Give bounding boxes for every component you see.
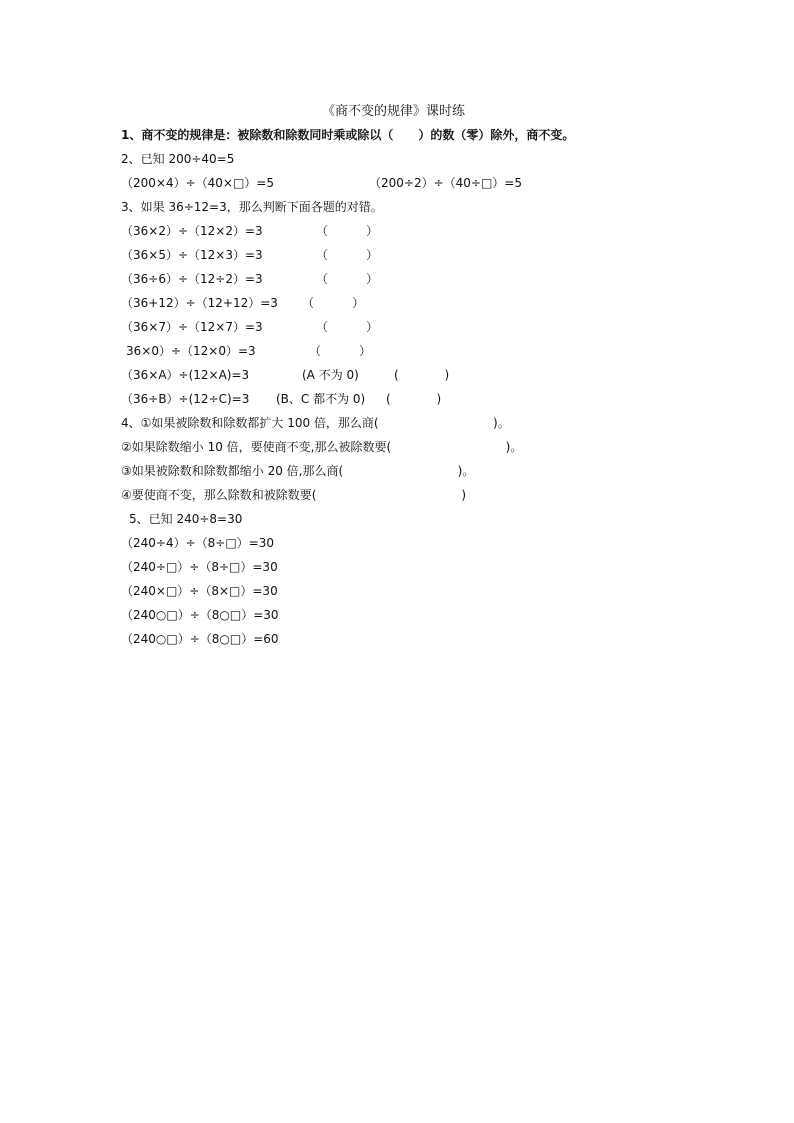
question-4-part-2: ②如果除数缩小 10 倍，要使商不变,那么被除数要( )。 [121, 440, 523, 454]
question-1: 1、商不变的规律是：被除数和除数同时乘或除以（ ）的数（零）除外，商不变。 [121, 128, 575, 142]
question-2-expr-right: （200÷2）÷（40÷□）=5 [369, 176, 523, 190]
question-2-expr-left: （200×4）÷（40×□）=5 [121, 176, 275, 190]
q3-item-note: (A 不为 0) [302, 368, 359, 382]
q3-item-expr: （36×7）÷（12×7）=3 [121, 320, 263, 334]
q3-item-expr: （36×A）÷(12×A)=3 [121, 368, 250, 382]
question-4-part-1: 4、①如果被除数和除数都扩大 100 倍，那么商( )。 [121, 416, 510, 430]
question-3-heading: 3、如果 36÷12=3，那么判断下面各题的对错。 [121, 200, 383, 214]
q3-item-expr: 36×0）÷（12×0）=3 [126, 344, 256, 358]
q5-item-expr: （240○□）÷（8○□）=30 [121, 608, 279, 622]
q5-item-expr: （240÷4）÷（8÷□）=30 [121, 536, 275, 550]
q3-item-expr: （36×2）÷（12×2）=3 [121, 224, 263, 238]
q3-item-expr: （36÷6）÷（12÷2）=3 [121, 272, 263, 286]
q3-item-answer-blank: （ ） [316, 272, 379, 286]
q3-item-answer-blank: （ ） [316, 248, 379, 262]
question-5-heading: 5、已知 240÷8=30 [129, 512, 243, 526]
q3-item-expr: （36×5）÷（12×3）=3 [121, 248, 263, 262]
q5-item-expr: （240○□）÷（8○□）=60 [121, 632, 279, 646]
page-title: 《商不变的规律》课时练 [322, 104, 466, 119]
q3-item-expr: （36+12）÷（12+12）=3 [121, 296, 278, 310]
q5-item-expr: （240÷□）÷（8÷□）=30 [121, 560, 278, 574]
q3-item-answer-blank: ( ) [386, 392, 442, 406]
q3-item-answer-blank: （ ） [316, 224, 379, 238]
q3-item-expr: （36÷B）÷(12÷C)=3 [121, 392, 250, 406]
question-4-part-4: ④要使商不变，那么除数和被除数要( ) [121, 488, 467, 502]
q5-item-expr: （240×□）÷（8×□）=30 [121, 584, 278, 598]
q3-item-note: (B、C 都不为 0) [276, 392, 366, 406]
question-2-heading: 2、已知 200÷40=5 [121, 152, 235, 166]
question-4-part-3: ③如果被除数和除数都缩小 20 倍,那么商( )。 [121, 464, 475, 478]
q3-item-answer-blank: （ ） [316, 320, 379, 334]
q3-item-answer-blank: ( ) [394, 368, 450, 382]
q3-item-answer-blank: （ ） [302, 296, 365, 310]
q3-item-answer-blank: （ ） [309, 344, 372, 358]
